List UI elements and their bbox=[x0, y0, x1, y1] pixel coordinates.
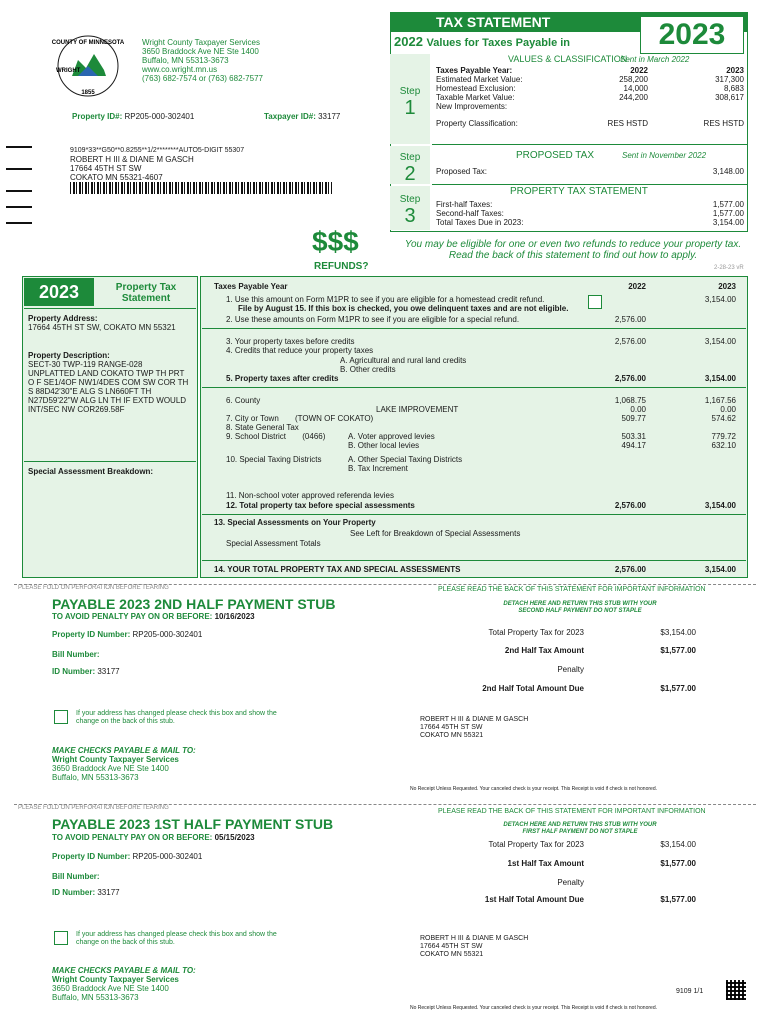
side-mark bbox=[6, 168, 32, 170]
stub2-due-label: 2nd Half Total Amount Due bbox=[482, 684, 584, 693]
values-rows bbox=[436, 75, 744, 128]
values-row bbox=[436, 119, 744, 128]
detail-header: Taxes Payable Year bbox=[214, 282, 288, 291]
second-half-label: Second-half Taxes: bbox=[436, 209, 504, 218]
seal-text-left: WRIGHT bbox=[56, 68, 81, 74]
divider bbox=[202, 560, 746, 561]
stub2-pid-value: RP205-000-302401 bbox=[132, 630, 203, 639]
county-address1: 3650 Braddock Ave NE Ste 1400 bbox=[142, 47, 259, 56]
stub2-half-value: $1,577.00 bbox=[660, 646, 696, 655]
stub1-penalty-label: Penalty bbox=[557, 878, 584, 887]
stub1-receipt: No Receipt Unless Requested. Your canceled check is your receipt. This Receipt is void if check is not honored. bbox=[410, 1005, 657, 1011]
col-label: Taxes Payable Year: bbox=[436, 66, 513, 75]
refunds-code: 2-28-23 vR bbox=[714, 265, 744, 271]
property-address-value: 17664 45TH ST SW, COKATO MN 55321 bbox=[28, 323, 176, 332]
line-9a: A. Voter approved levies bbox=[348, 432, 435, 441]
line-3: 3. Your property taxes before credits bbox=[226, 337, 355, 346]
line-10b: B. Tax Increment bbox=[348, 464, 408, 473]
stub1-idn-value: 33177 bbox=[97, 888, 120, 897]
stub1-detach bbox=[480, 822, 680, 836]
stub1-half-label: 1st Half Tax Amount bbox=[507, 859, 584, 868]
line-5-2023: 3,154.00 bbox=[704, 374, 736, 383]
fold-right-text: PLEASE READ THE BACK OF THIS STATEMENT FOR IMPORTANT INFORMATION bbox=[438, 586, 706, 593]
line-9a-2022: 503.31 bbox=[621, 432, 646, 441]
values-row-label: New Improvements: bbox=[436, 102, 508, 111]
pts-labels bbox=[436, 200, 523, 227]
refunds-symbol: $$$ bbox=[312, 226, 359, 257]
fold-left-text: PLEASE FOLD ON PERFORATION BEFORE TEARING bbox=[18, 805, 169, 811]
line-10: 10. Special Taxing Districts bbox=[226, 455, 322, 464]
values-row-label: Homestead Exclusion: bbox=[436, 84, 516, 93]
pts-values bbox=[684, 200, 744, 227]
values-row-2023: 8,683 bbox=[723, 84, 744, 93]
taxpayer-id-label: Taxpayer ID#: bbox=[264, 112, 316, 121]
divider bbox=[202, 514, 746, 515]
tax-statement-title: TAX STATEMENT bbox=[436, 14, 551, 30]
stub1-detach-2: FIRST HALF PAYMENT DO NOT STAPLE bbox=[522, 829, 638, 835]
step-2-label: Step bbox=[399, 152, 421, 163]
line-7 bbox=[226, 414, 373, 423]
line-13-see: See Left for Breakdown of Special Assessments bbox=[350, 529, 521, 538]
panel-title-line1: Property Tax bbox=[115, 282, 177, 293]
values-text: Values for Taxes Payable in bbox=[426, 37, 571, 49]
refunds-label: REFUNDS? bbox=[314, 261, 369, 272]
stub1-owner-1: ROBERT H III & DIANE M GASCH bbox=[420, 935, 529, 942]
mailing-owner: ROBERT H III & DIANE M GASCH bbox=[70, 155, 194, 164]
panel-year: 2023 bbox=[24, 278, 94, 306]
stub1-due-value: $1,577.00 bbox=[660, 895, 696, 904]
values-heading bbox=[394, 34, 570, 49]
stub2-half-label: 2nd Half Tax Amount bbox=[504, 646, 584, 655]
stub1-checks-title: MAKE CHECKS PAYABLE & MAIL TO: bbox=[52, 966, 196, 975]
values-row-2022: RES HSTD bbox=[607, 119, 648, 128]
stub1-title: PAYABLE 2023 1ST HALF PAYMENT STUB bbox=[52, 816, 334, 832]
line-3-2023: 3,154.00 bbox=[704, 337, 736, 346]
values-row bbox=[436, 102, 744, 111]
mailing-address bbox=[70, 146, 244, 182]
line-7-label: 7. City or Town bbox=[226, 414, 279, 423]
stub1-detach-1: DETACH HERE AND RETURN THIS STUB WITH YOUR bbox=[503, 822, 657, 828]
line-12: 12. Total property tax before special assessments bbox=[226, 501, 415, 510]
line-5-2022: 2,576.00 bbox=[614, 374, 646, 383]
stub2-checks-2: 3650 Braddock Ave NE Ste 1400 bbox=[52, 764, 169, 773]
stub1-idn bbox=[52, 888, 120, 897]
stub2-idn-label: ID Number: bbox=[52, 667, 96, 676]
refunds-text: You may be eligible for one or even two refunds to reduce your property tax. Read the back of this statement to find out how to apply. bbox=[404, 239, 742, 261]
total-due-label: Total Taxes Due in 2023: bbox=[436, 218, 524, 227]
fold-left-text: PLEASE FOLD ON PERFORATION BEFORE TEARING bbox=[18, 585, 169, 591]
vc-sent: Sent in March 2022 bbox=[620, 55, 690, 64]
property-id-label: Property ID#: bbox=[72, 112, 123, 121]
values-table bbox=[436, 66, 744, 128]
values-row bbox=[436, 75, 744, 84]
stub2-owner-1: ROBERT H III & DIANE M GASCH bbox=[420, 716, 529, 723]
county-contact bbox=[142, 38, 263, 83]
property-description-label: Property Description: bbox=[28, 351, 110, 360]
mailing-street: 17664 45TH ST SW bbox=[70, 164, 142, 173]
step-2-number: 2 bbox=[404, 163, 416, 185]
delinquent-checkbox bbox=[588, 295, 602, 309]
seal-year: 1855 bbox=[81, 90, 95, 96]
seal-text-top: COUNTY OF MINNESOTA bbox=[51, 40, 125, 46]
line-6-2023: 1,167.56 bbox=[704, 396, 736, 405]
stub2-idn-value: 33177 bbox=[97, 667, 120, 676]
values-row-2022: 14,000 bbox=[623, 84, 648, 93]
divider bbox=[24, 308, 196, 309]
values-row-2023: RES HSTD bbox=[703, 119, 744, 128]
stub2-owner-2: 17664 45TH ST SW bbox=[420, 724, 483, 731]
divider bbox=[24, 461, 196, 462]
stub2-checks bbox=[52, 746, 196, 782]
stub2-title: PAYABLE 2023 2ND HALF PAYMENT STUB bbox=[52, 596, 336, 612]
lake-2023: 0.00 bbox=[720, 405, 736, 414]
property-description-block bbox=[28, 351, 190, 414]
line-1b: File by August 15. If this box is checked, you owe delinquent taxes and are not eligible. bbox=[238, 304, 569, 313]
side-mark bbox=[6, 222, 32, 224]
line-7-town: (TOWN OF COKATO) bbox=[295, 414, 374, 423]
values-row-2022: 244,200 bbox=[619, 93, 648, 102]
proposed-value: 3,148.00 bbox=[712, 167, 744, 176]
values-row bbox=[436, 93, 744, 102]
line-5: 5. Property taxes after credits bbox=[226, 374, 339, 383]
county-address2: Buffalo, MN 55313-3673 bbox=[142, 56, 229, 65]
stub2-avoid bbox=[52, 612, 255, 621]
side-mark bbox=[6, 146, 32, 148]
stub2-detach-2: SECOND HALF PAYMENT DO NOT STAPLE bbox=[518, 608, 642, 614]
panel-title-line2: Statement bbox=[121, 293, 171, 304]
stub1-half-value: $1,577.00 bbox=[660, 859, 696, 868]
first-half-label: First-half Taxes: bbox=[436, 200, 493, 209]
stub1-idn-label: ID Number: bbox=[52, 888, 96, 897]
line-9-district: (0466) bbox=[302, 432, 326, 441]
stub2-checks-3: Buffalo, MN 55313-3673 bbox=[52, 773, 139, 782]
step-1-column bbox=[390, 54, 430, 144]
stub2-total-value: $3,154.00 bbox=[660, 628, 696, 637]
stub1-pid-label: Property ID Number: bbox=[52, 852, 131, 861]
county-phone: (763) 682-7574 or (763) 682-7577 bbox=[142, 74, 263, 83]
stub1-checks-1: Wright County Taxpayer Services bbox=[52, 975, 179, 984]
property-description-value: SECT-30 TWP-119 RANGE-028 UNPLATTED LAND COKATO TWP TH PRT O F SE1/4OF NW1/4DES COM SW COR TH S 88D42'30"E ALG S LN660FT TH N27D59'22"W ALG LN TH IF EXTD WOULD INT/SEC NW COR269.58F bbox=[28, 360, 189, 414]
line-9-label: 9. School District bbox=[226, 432, 287, 441]
first-half-value: 1,577.00 bbox=[712, 200, 744, 209]
step-3-number: 3 bbox=[404, 205, 416, 227]
stub2-pid-label: Property ID Number: bbox=[52, 630, 131, 639]
stub1-address-change-checkbox[interactable] bbox=[54, 931, 68, 945]
stub2-pid bbox=[52, 630, 202, 639]
line-14: 14. YOUR TOTAL PROPERTY TAX AND SPECIAL ASSESSMENTS bbox=[214, 565, 461, 574]
property-id-line bbox=[72, 112, 194, 121]
property-id-value: RP205-000-302401 bbox=[124, 112, 195, 121]
stub2-due-value: $1,577.00 bbox=[660, 684, 696, 693]
line-9b-2023: 632.10 bbox=[711, 441, 736, 450]
stub2-total-label: Total Property Tax for 2023 bbox=[488, 628, 584, 637]
mailing-city: COKATO MN 55321-4607 bbox=[70, 173, 163, 182]
postal-barcode bbox=[70, 182, 332, 194]
step-1-label: Step bbox=[399, 86, 421, 97]
divider bbox=[432, 144, 748, 145]
line-9b-2022: 494.17 bbox=[621, 441, 646, 450]
line-10a: A. Other Special Taxing Districts bbox=[348, 455, 463, 464]
stub1-owner bbox=[420, 935, 528, 959]
line-4a: A. Agricultural and rural land credits bbox=[340, 356, 467, 365]
stub1-date: 05/15/2023 bbox=[214, 833, 255, 842]
step-1-number: 1 bbox=[404, 97, 416, 119]
values-year: 2022 bbox=[394, 34, 423, 49]
stub1-pid bbox=[52, 852, 202, 861]
total-due-value: 3,154.00 bbox=[712, 218, 744, 227]
stub2-address-change-text: If your address has changed please check this box and show the change on the back of this stub. bbox=[76, 710, 277, 725]
stub2-receipt: No Receipt Unless Requested. Your canceled check is your receipt. This Receipt is void if check is not honored. bbox=[410, 786, 657, 792]
stub1-checks bbox=[52, 966, 196, 1002]
line-14-2022: 2,576.00 bbox=[614, 565, 646, 574]
stub2-owner bbox=[420, 716, 528, 740]
divider bbox=[202, 328, 746, 329]
divider bbox=[432, 184, 748, 185]
property-address-block bbox=[28, 314, 188, 332]
stub1-total-value: $3,154.00 bbox=[660, 840, 696, 849]
stub1-address-change-text: If your address has changed please check this box and show the change on the back of this stub. bbox=[76, 931, 277, 946]
county-seal-logo bbox=[48, 32, 130, 98]
stub1-avoid bbox=[52, 833, 255, 842]
line-7-2023: 574.62 bbox=[711, 414, 736, 423]
lake-improvement: LAKE IMPROVEMENT bbox=[376, 405, 459, 414]
taxpayer-id-line bbox=[264, 112, 340, 121]
second-half-value: 1,577.00 bbox=[712, 209, 744, 218]
stub2-checks-title: MAKE CHECKS PAYABLE & MAIL TO: bbox=[52, 746, 196, 755]
line-1-2023: 3,154.00 bbox=[704, 295, 736, 304]
stub1-page: 9109 1/1 bbox=[676, 988, 704, 995]
stub2-avoid-label: TO AVOID PENALTY PAY ON OR BEFORE: bbox=[52, 612, 213, 621]
stub2-detach-1: DETACH HERE AND RETURN THIS STUB WITH YOUR bbox=[503, 601, 657, 607]
panel-title bbox=[98, 282, 194, 304]
col-2022: 2022 bbox=[630, 66, 648, 75]
line-3-2022: 2,576.00 bbox=[614, 337, 646, 346]
stub1-due-label: 1st Half Total Amount Due bbox=[484, 895, 584, 904]
line-9 bbox=[226, 432, 325, 441]
line-12-2023: 3,154.00 bbox=[704, 501, 736, 510]
line-11: 11. Non-school voter approved referenda levies bbox=[226, 491, 394, 500]
line-8: 8. State General Tax bbox=[226, 423, 299, 432]
step-3-label: Step bbox=[399, 194, 421, 205]
stub1-total-label: Total Property Tax for 2023 bbox=[488, 840, 584, 849]
values-row bbox=[436, 84, 744, 93]
stub2-bill-label: Bill Number: bbox=[52, 650, 100, 659]
line-4b: B. Other credits bbox=[340, 365, 396, 374]
stub1-pid-value: RP205-000-302401 bbox=[132, 852, 203, 861]
proposed-title: PROPOSED TAX bbox=[516, 150, 594, 161]
stub1-owner-2: 17664 45TH ST SW bbox=[420, 943, 483, 950]
stub2-checks-1: Wright County Taxpayer Services bbox=[52, 755, 179, 764]
line-13-totals: Special Assessment Totals bbox=[226, 539, 321, 548]
mailing-code: 9109*33**G50**0.8255**1/2********AUTO5-DIGIT 55307 bbox=[70, 147, 245, 154]
step-2-column bbox=[390, 146, 430, 184]
qr-code bbox=[726, 980, 746, 1000]
stub2-detach bbox=[480, 601, 680, 615]
line-6-2022: 1,068.75 bbox=[614, 396, 646, 405]
stub2-address-change-checkbox[interactable] bbox=[54, 710, 68, 724]
county-name: Wright County Taxpayer Services bbox=[142, 38, 260, 47]
side-mark bbox=[6, 190, 32, 192]
line-7-2022: 509.77 bbox=[621, 414, 646, 423]
step-3-column bbox=[390, 186, 430, 230]
stub2-idn bbox=[52, 667, 120, 676]
values-row-label: Property Classification: bbox=[436, 119, 518, 128]
line-12-2022: 2,576.00 bbox=[614, 501, 646, 510]
tax-statement-year: 2023 bbox=[640, 16, 744, 54]
proposed-label: Proposed Tax: bbox=[436, 167, 487, 176]
proposed-sent: Sent in November 2022 bbox=[622, 151, 707, 160]
values-row-2023: 308,617 bbox=[715, 93, 744, 102]
line-4: 4. Credits that reduce your property taxes bbox=[226, 346, 374, 355]
stub1-checks-3: Buffalo, MN 55313-3673 bbox=[52, 993, 139, 1002]
values-row-label: Taxable Market Value: bbox=[436, 93, 515, 102]
line-14-2023: 3,154.00 bbox=[704, 565, 736, 574]
stub2-penalty-label: Penalty bbox=[557, 665, 584, 674]
detail-col-2022: 2022 bbox=[628, 282, 646, 291]
stub1-owner-3: COKATO MN 55321 bbox=[420, 951, 484, 958]
taxpayer-id-value: 33177 bbox=[318, 112, 341, 121]
values-row-2022: 258,200 bbox=[619, 75, 648, 84]
line-9b: B. Other local levies bbox=[348, 441, 420, 450]
stub1-checks-2: 3650 Braddock Ave NE Ste 1400 bbox=[52, 984, 169, 993]
line-6: 6. County bbox=[226, 396, 261, 405]
line-2: 2. Use these amounts on Form M1PR to see if you are eligible for a special refund. bbox=[226, 315, 520, 324]
vc-title: VALUES & CLASSIFICATION bbox=[508, 54, 628, 64]
stub1-bill-label: Bill Number: bbox=[52, 872, 100, 881]
line-2-2022: 2,576.00 bbox=[614, 315, 646, 324]
special-assessment-label: Special Assessment Breakdown: bbox=[28, 467, 154, 476]
line-13: 13. Special Assessments on Your Property bbox=[214, 518, 376, 527]
divider bbox=[202, 387, 746, 388]
values-row-2023: 317,300 bbox=[715, 75, 744, 84]
stub2-date: 10/16/2023 bbox=[214, 612, 255, 621]
pts-title: PROPERTY TAX STATEMENT bbox=[510, 186, 648, 197]
fold-right-text: PLEASE READ THE BACK OF THIS STATEMENT FOR IMPORTANT INFORMATION bbox=[438, 808, 706, 815]
lake-2022: 0.00 bbox=[630, 405, 646, 414]
stub1-avoid-label: TO AVOID PENALTY PAY ON OR BEFORE: bbox=[52, 833, 213, 842]
line-9a-2023: 779.72 bbox=[711, 432, 736, 441]
county-web: www.co.wright.mn.us bbox=[142, 65, 218, 74]
col-2023: 2023 bbox=[726, 66, 744, 75]
property-address-label: Property Address: bbox=[28, 314, 98, 323]
side-mark bbox=[6, 206, 32, 208]
line-1a: 1. Use this amount on Form M1PR to see if you are eligible for a homestead credit refund. bbox=[226, 295, 545, 304]
stub2-owner-3: COKATO MN 55321 bbox=[420, 732, 484, 739]
detail-col-2023: 2023 bbox=[718, 282, 736, 291]
values-row-label: Estimated Market Value: bbox=[436, 75, 523, 84]
